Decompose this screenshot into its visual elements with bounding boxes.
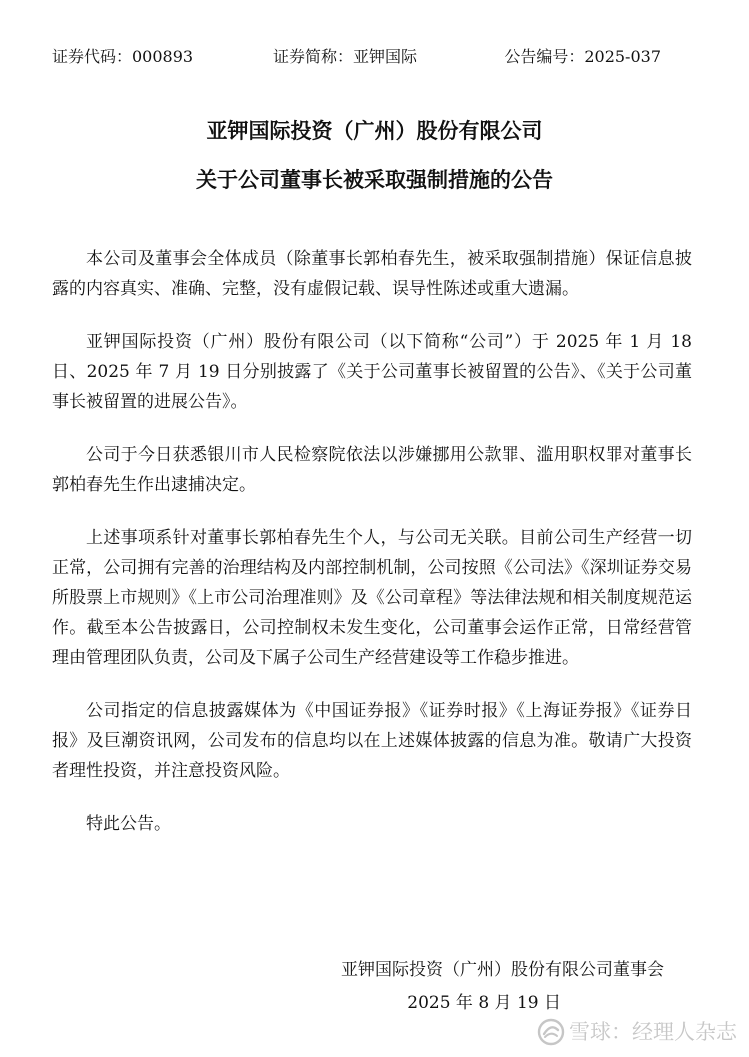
paragraph-disclaimer: 本公司及董事会全体成员（除董事长郭柏春先生，被采取强制措施）保证信息披露的内容真实、准确、完整，没有虚假记载、误导性陈述或重大遗漏。 [52,249,692,299]
paragraph-arrest-decision: 公司于今日获悉银川市人民检察院依法以涉嫌挪用公款罪、滥用职权罪对董事长郭柏春先生作出逮捕决定。 [52,445,692,495]
paragraph-background: 亚钾国际投资（广州）股份有限公司（以下简称“公司”）于 2025 年 1 月 18 日、2025 年 7 月 19 日分别披露了《关于公司董事长被留置的公告》、《关于公司董事长被留置的进展公告》。 [52,332,692,412]
watermark [536,1015,737,1049]
announcement-number: 公告编号：2025-037 [504,47,661,66]
paragraph-media: 公司指定的信息披露媒体为《中国证券报》《证券时报》《上海证券报》《证券日报》及巨潮资讯网，公司发布的信息均以在上述媒体披露的信息为准。敬请广大投资者理性投资，并注意投资风险。 [52,701,692,781]
paragraph-operations: 上述事项系针对董事长郭柏春先生个人，与公司无关联。目前公司生产经营一切正常，公司拥有完善的治理结构及内部控制机制，公司按照《公司法》《深圳证券交易所股票上市规则》《上市公司治理准则》及《公司章程》等法律法规和相关制度规范运作。截至本公告披露日，公司控制权未发生变化，公司董事会运作正常，日常经营管理由管理团队负责，公司及下属子公司生产经营建设等工作稳步推进。 [52,528,692,668]
document-header [52,45,661,69]
announcement-title: 关于公司董事长被采取强制措施的公告 [196,168,553,192]
signature-date: 2025 年 8 月 19 日 [407,993,561,1013]
signature-organization: 亚钾国际投资（广州）股份有限公司董事会 [341,960,664,980]
company-title: 亚钾国际投资（广州）股份有限公司 [206,119,543,143]
security-abbreviation: 证券简称：亚钾国际 [273,47,418,66]
watermark-text: 雪球：经理人杂志 [569,1020,737,1044]
security-code: 证券代码：000893 [52,47,194,66]
paragraph-closing: 特此公告。 [86,814,171,834]
announcement-body [52,244,692,839]
snowball-logo-icon [536,1017,566,1047]
